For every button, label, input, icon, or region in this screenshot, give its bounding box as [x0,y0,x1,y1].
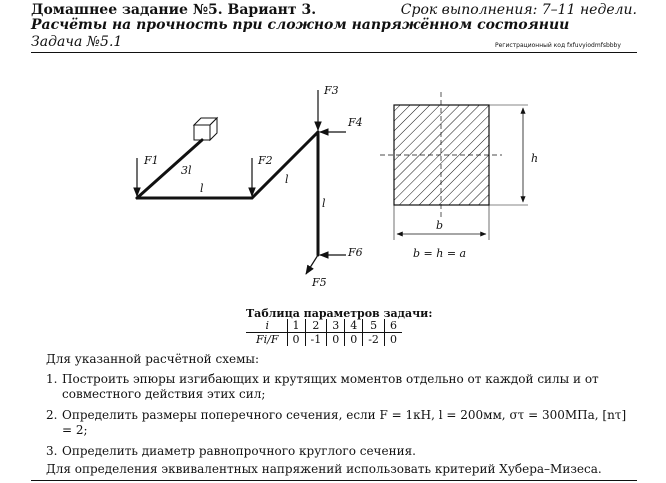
section-equality: b = h = a [413,247,467,260]
param-table [246,319,402,346]
label-l-bottom: l [200,182,204,195]
fixed-support [194,118,217,140]
label-l-vertical: l [322,197,326,210]
intro-text: Для указанной расчётной схемы: [46,352,259,366]
label-f3: F3 [324,84,339,97]
frame-members [137,132,318,255]
topic-subtitle: Расчёты на прочность при сложном напряжённом состоянии [31,17,570,33]
deadline-text: Срок выполнения: 7–11 недели. [400,2,637,18]
list-item [46,408,638,438]
force-f5-arrow [306,255,318,274]
label-l-diagonal: l [285,173,289,186]
force-arrows [137,90,346,274]
cell-i: 2 [305,319,327,333]
item-text: Определить размеры поперечного сечения, если F = 1кН, l = 200мм, στ = 300МПа, [nτ] = 2; [62,408,627,437]
table-row-f [246,333,402,347]
label-f6: F6 [348,246,363,259]
homework-title: Домашнее задание №5. Вариант 3. [31,2,317,18]
label-f4: F4 [348,116,363,129]
label-h: h [531,152,539,165]
cell-f: -2 [363,333,385,347]
task-list [46,372,638,465]
cell-i: 4 [345,319,363,333]
list-item [46,372,638,402]
table-row-i [246,319,402,333]
cross-section [380,92,528,240]
label-f1: F1 [144,154,159,167]
outro-text: Для определения эквивалентных напряжений использовать критерий Хубера–Мизеса. [46,462,602,476]
item-number: 2. [46,408,58,422]
item-number: 3. [46,444,58,458]
item-number: 1. [46,372,58,386]
cell-f: 0 [345,333,363,347]
footer-divider [31,480,637,481]
member-3l [137,140,202,198]
row-label-f: Fi/F [256,333,279,346]
cell-f: 0 [327,333,345,347]
item-text: Определить диаметр равнопрочного круглого сечения. [62,444,416,458]
cell-i: 1 [287,319,305,333]
param-table-title: Таблица параметров задачи: [246,307,433,320]
item-text: Построить эпюры изгибающих и крутящих моментов отдельно от каждой силы и от совместного действия этих сил; [62,372,599,401]
registration-code: Регистрационный код fxfuvyiodmfsbbby [495,42,621,49]
row-label-i: i [246,319,287,333]
cell-f: 0 [384,333,402,347]
label-b: b [436,219,444,232]
label-f5: F5 [312,276,327,289]
label-3l: 3l [181,164,192,177]
cell-f: -1 [305,333,327,347]
list-item [46,444,638,459]
cell-i: 6 [384,319,402,333]
label-f2: F2 [258,154,273,167]
cell-f: 0 [287,333,305,347]
cell-i: 5 [363,319,385,333]
cell-i: 3 [327,319,345,333]
task-number: Задача №5.1 [31,34,123,50]
